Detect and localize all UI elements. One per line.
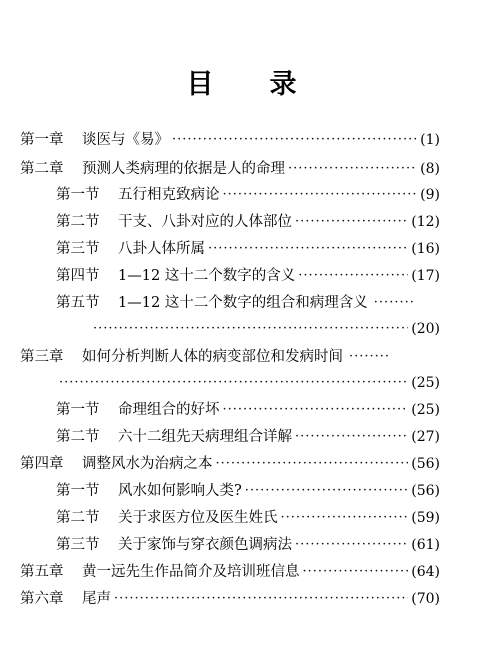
toc-entry-chapter-4[interactable] <box>20 453 440 475</box>
toc-entry-ch4-sec1[interactable] <box>56 480 440 502</box>
leader-dots <box>172 129 417 151</box>
toc-entry-chapter-5[interactable] <box>20 561 440 583</box>
leader-dots <box>298 265 408 287</box>
entry-title: 六十二组先天病理组合详解 <box>118 429 292 445</box>
entry-number: 第一节 <box>56 187 100 203</box>
toc-entry-ch3-sec2[interactable] <box>56 426 440 448</box>
leader-dots <box>295 534 408 556</box>
leader-dots <box>59 372 408 394</box>
toc-entry-ch2-sec1[interactable] <box>56 184 440 206</box>
title-char-2: 录 <box>269 69 297 100</box>
entry-title: 尾声 <box>82 591 111 607</box>
entry-number: 第五章 <box>20 564 64 580</box>
entry-page: (8) <box>420 161 440 177</box>
entry-number: 第六章 <box>20 591 64 607</box>
leader-dots <box>208 238 408 260</box>
leader-dots <box>93 318 408 340</box>
leader-dots <box>374 292 414 314</box>
leader-dots <box>303 561 409 583</box>
entry-number: 第二节 <box>56 510 100 526</box>
toc-entry-chapter-1[interactable] <box>20 129 440 151</box>
entry-page: (1) <box>420 132 440 148</box>
toc-entry-ch2-sec4[interactable] <box>56 265 440 287</box>
page-title <box>0 62 483 101</box>
toc-entry-ch2-sec5[interactable] <box>56 292 440 314</box>
entry-title: 命理组合的好坏 <box>118 402 220 418</box>
leader-dots <box>223 399 409 421</box>
entry-number: 第一节 <box>56 402 100 418</box>
entry-page: (56) <box>411 456 440 472</box>
entry-number: 第一节 <box>56 483 100 499</box>
entry-title: 黄一远先生作品简介及培训班信息 <box>82 564 300 580</box>
entry-title: 五行相克致病论 <box>118 187 220 203</box>
entry-number: 第三节 <box>56 241 100 257</box>
leader-dots <box>295 426 408 448</box>
leader-dots <box>295 211 408 233</box>
entry-page: (9) <box>420 187 440 203</box>
entry-page: (64) <box>411 564 440 580</box>
entry-page: (59) <box>411 510 440 526</box>
entry-number: 第二节 <box>56 214 100 230</box>
entry-number: 第三节 <box>56 537 100 553</box>
toc-entry-ch4-sec2[interactable] <box>56 507 440 529</box>
toc-entry-ch2-sec3[interactable] <box>56 238 440 260</box>
entry-page: (20) <box>411 321 440 337</box>
entry-page: (27) <box>411 429 440 445</box>
leader-dots <box>288 158 417 180</box>
entry-title: 干支、八卦对应的人体部位 <box>118 214 292 230</box>
toc-entry-ch2-sec5-continued[interactable] <box>90 318 440 340</box>
entry-title: 谈医与《易》 <box>82 132 169 148</box>
entry-title: 风水如何影响人类? <box>118 483 242 499</box>
entry-number: 第二章 <box>20 161 64 177</box>
leader-dots <box>223 184 418 206</box>
toc-entry-ch4-sec3[interactable] <box>56 534 440 556</box>
entry-number: 第五节 <box>56 295 100 311</box>
entry-title: 八卦人体所属 <box>118 241 205 257</box>
leader-dots <box>114 588 408 610</box>
entry-title: 预测人类病理的依据是人的命理 <box>82 161 285 177</box>
entry-number: 第四章 <box>20 456 64 472</box>
title-char-1: 目 <box>186 69 214 100</box>
entry-page: (12) <box>411 214 440 230</box>
entry-title: 关于求医方位及医生姓氏 <box>118 510 278 526</box>
entry-number: 第二节 <box>56 429 100 445</box>
entry-page: (25) <box>411 375 440 391</box>
entry-title: 1—12 这十二个数字的组合和病理含义 <box>118 295 368 311</box>
entry-number: 第一章 <box>20 132 64 148</box>
entry-page: (17) <box>411 268 440 284</box>
entry-number: 第四节 <box>56 268 100 284</box>
entry-page: (56) <box>411 483 440 499</box>
entry-page: (16) <box>411 241 440 257</box>
leader-dots <box>216 453 409 475</box>
entry-title: 调整风水为治病之本 <box>82 456 213 472</box>
leader-dots <box>281 507 409 529</box>
toc-entry-chapter-3[interactable] <box>20 346 440 368</box>
toc-entry-chapter-3-continued[interactable] <box>56 372 440 394</box>
toc-entry-ch3-sec1[interactable] <box>56 399 440 421</box>
entry-page: (25) <box>411 402 440 418</box>
entry-title: 1—12 这十二个数字的含义 <box>118 268 296 284</box>
entry-page: (61) <box>411 537 440 553</box>
entry-title: 如何分析判断人体的病变部位和发病时间 <box>82 349 343 365</box>
leader-dots <box>349 346 389 368</box>
entry-number: 第三章 <box>20 349 64 365</box>
toc-entry-chapter-2[interactable] <box>20 158 440 180</box>
entry-page: (70) <box>411 591 440 607</box>
entry-title: 关于家饰与穿衣颜色调病法 <box>118 537 292 553</box>
leader-dots <box>245 480 408 502</box>
toc-entry-ch2-sec2[interactable] <box>56 211 440 233</box>
toc-entry-chapter-6[interactable] <box>20 588 440 610</box>
